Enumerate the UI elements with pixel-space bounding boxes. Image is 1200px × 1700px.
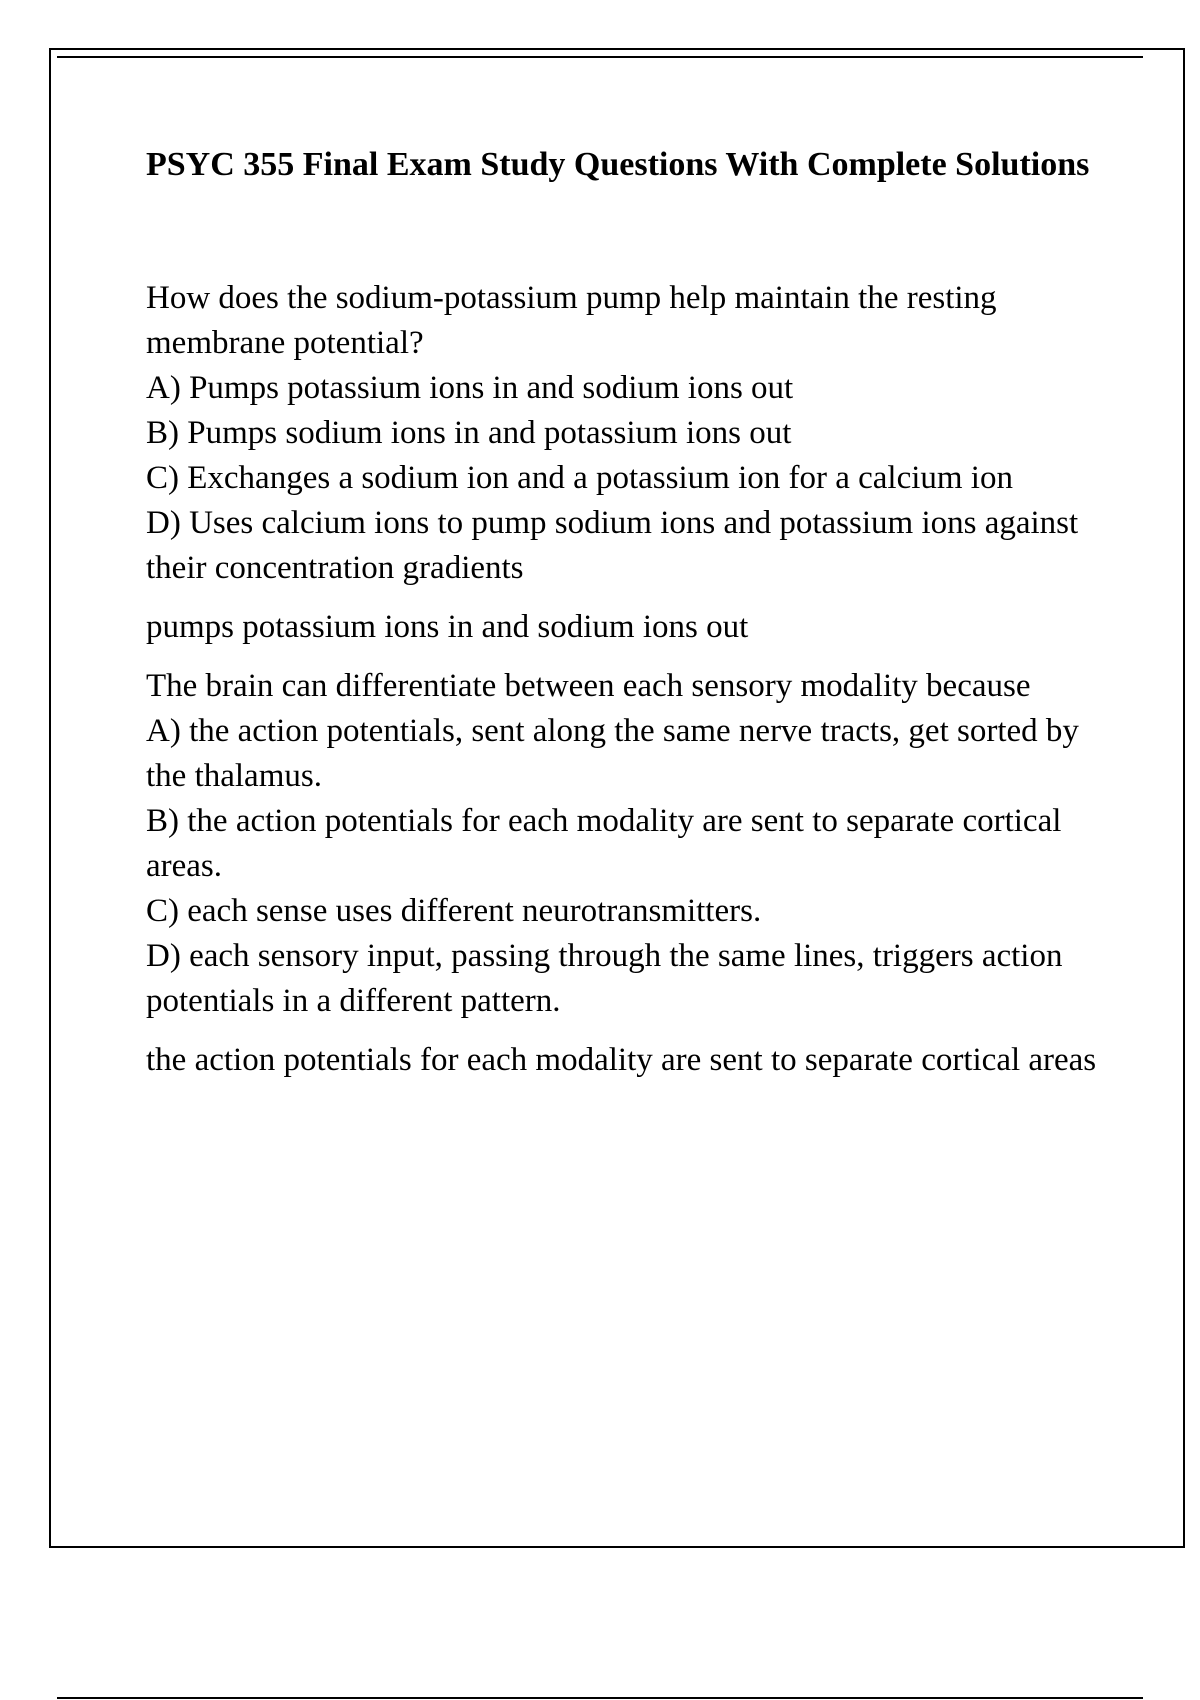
option-c: C) Exchanges a sodium ion and a potassium ion for a calcium ion: [146, 460, 1013, 496]
option-c: C) each sense uses different neurotransmitters.: [146, 893, 762, 929]
question-block-2: [146, 664, 1106, 1083]
footer-rule: [57, 1697, 1143, 1699]
option-d: D) Uses calcium ions to pump sodium ions and potassium ions against their concentration gradients: [146, 505, 1079, 586]
document-title: PSYC 355 Final Exam Study Questions With Complete Solutions: [146, 146, 1090, 183]
header-rule: [57, 56, 1143, 58]
answer-text: the action potentials for each modality are sent to separate cortical areas: [146, 1042, 1097, 1078]
answer-text: pumps potassium ions in and sodium ions out: [146, 609, 749, 645]
question-text: How does the sodium-potassium pump help maintain the resting membrane potential?: [146, 280, 997, 361]
option-a: A) the action potentials, sent along the same nerve tracts, get sorted by the thalamus.: [146, 713, 1079, 794]
option-a: A) Pumps potassium ions in and sodium ions out: [146, 370, 794, 406]
option-b: B) Pumps sodium ions in and potassium ions out: [146, 415, 792, 451]
option-d: D) each sensory input, passing through the same lines, triggers action potentials in a different pattern.: [146, 938, 1063, 1019]
option-b: B) the action potentials for each modality are sent to separate cortical areas.: [146, 803, 1062, 884]
document-content: [146, 142, 1106, 1097]
question-text: The brain can differentiate between each sensory modality because: [146, 668, 1031, 704]
question-block-1: [146, 276, 1106, 650]
